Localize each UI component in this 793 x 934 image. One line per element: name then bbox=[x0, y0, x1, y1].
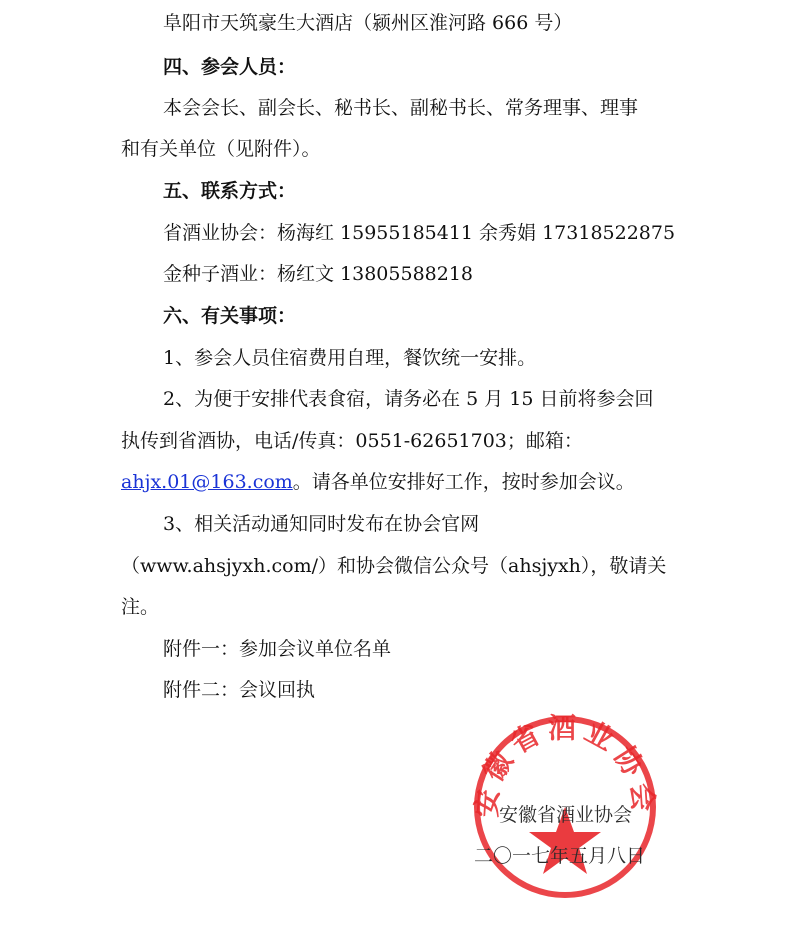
item-1: 1、参会人员住宿费用自理，餐饮统一安排。 bbox=[163, 347, 537, 369]
section-4-body-line2: 和有关单位（见附件）。 bbox=[121, 138, 321, 160]
email-link[interactable]: ahjx.01@163.com bbox=[121, 471, 293, 493]
item-3-line3: 注。 bbox=[121, 596, 160, 618]
section-4-body-line1: 本会会长、副会长、秘书长、副秘书长、常务理事、理事 bbox=[163, 97, 639, 119]
contact-province-association: 省酒业协会：杨海红 15955185411 余秀娟 17318522875 bbox=[163, 222, 676, 244]
attachment-2: 附件二：会议回执 bbox=[163, 679, 316, 701]
venue-address: 阜阳市天筑豪生大酒店（颍州区淮河路 666 号） bbox=[163, 12, 573, 34]
item-3-line2: （www.ahsjyxh.com/）和协会微信公众号（ahsjyxh），敬请关 bbox=[121, 555, 667, 577]
section-4-heading: 四、参会人员： bbox=[163, 56, 297, 78]
attachment-1: 附件一：参加会议单位名单 bbox=[163, 638, 392, 660]
seal-arc-text: 安徽省酒业协会 bbox=[470, 712, 660, 819]
signature-date: 二〇一七年五月八日 bbox=[474, 845, 646, 867]
item-2-line1: 2、为便于安排代表食宿，请务必在 5 月 15 日前将参会回 bbox=[163, 388, 654, 410]
contact-jinzhongzi: 金种子酒业：杨红文 13805588218 bbox=[163, 263, 474, 285]
item-2-line3 bbox=[121, 469, 635, 495]
signature-organization: 安徽省酒业协会 bbox=[499, 804, 633, 826]
item-3-line1: 3、相关活动通知同时发布在协会官网 bbox=[163, 513, 480, 535]
section-6-heading: 六、有关事项： bbox=[163, 305, 297, 327]
item-2-line3-text: 。请各单位安排好工作，按时参加会议。 bbox=[292, 471, 635, 493]
section-5-heading: 五、联系方式： bbox=[163, 180, 297, 202]
item-2-line2: 执传到省酒协，电话/传真：0551-62651703；邮箱： bbox=[121, 430, 583, 452]
